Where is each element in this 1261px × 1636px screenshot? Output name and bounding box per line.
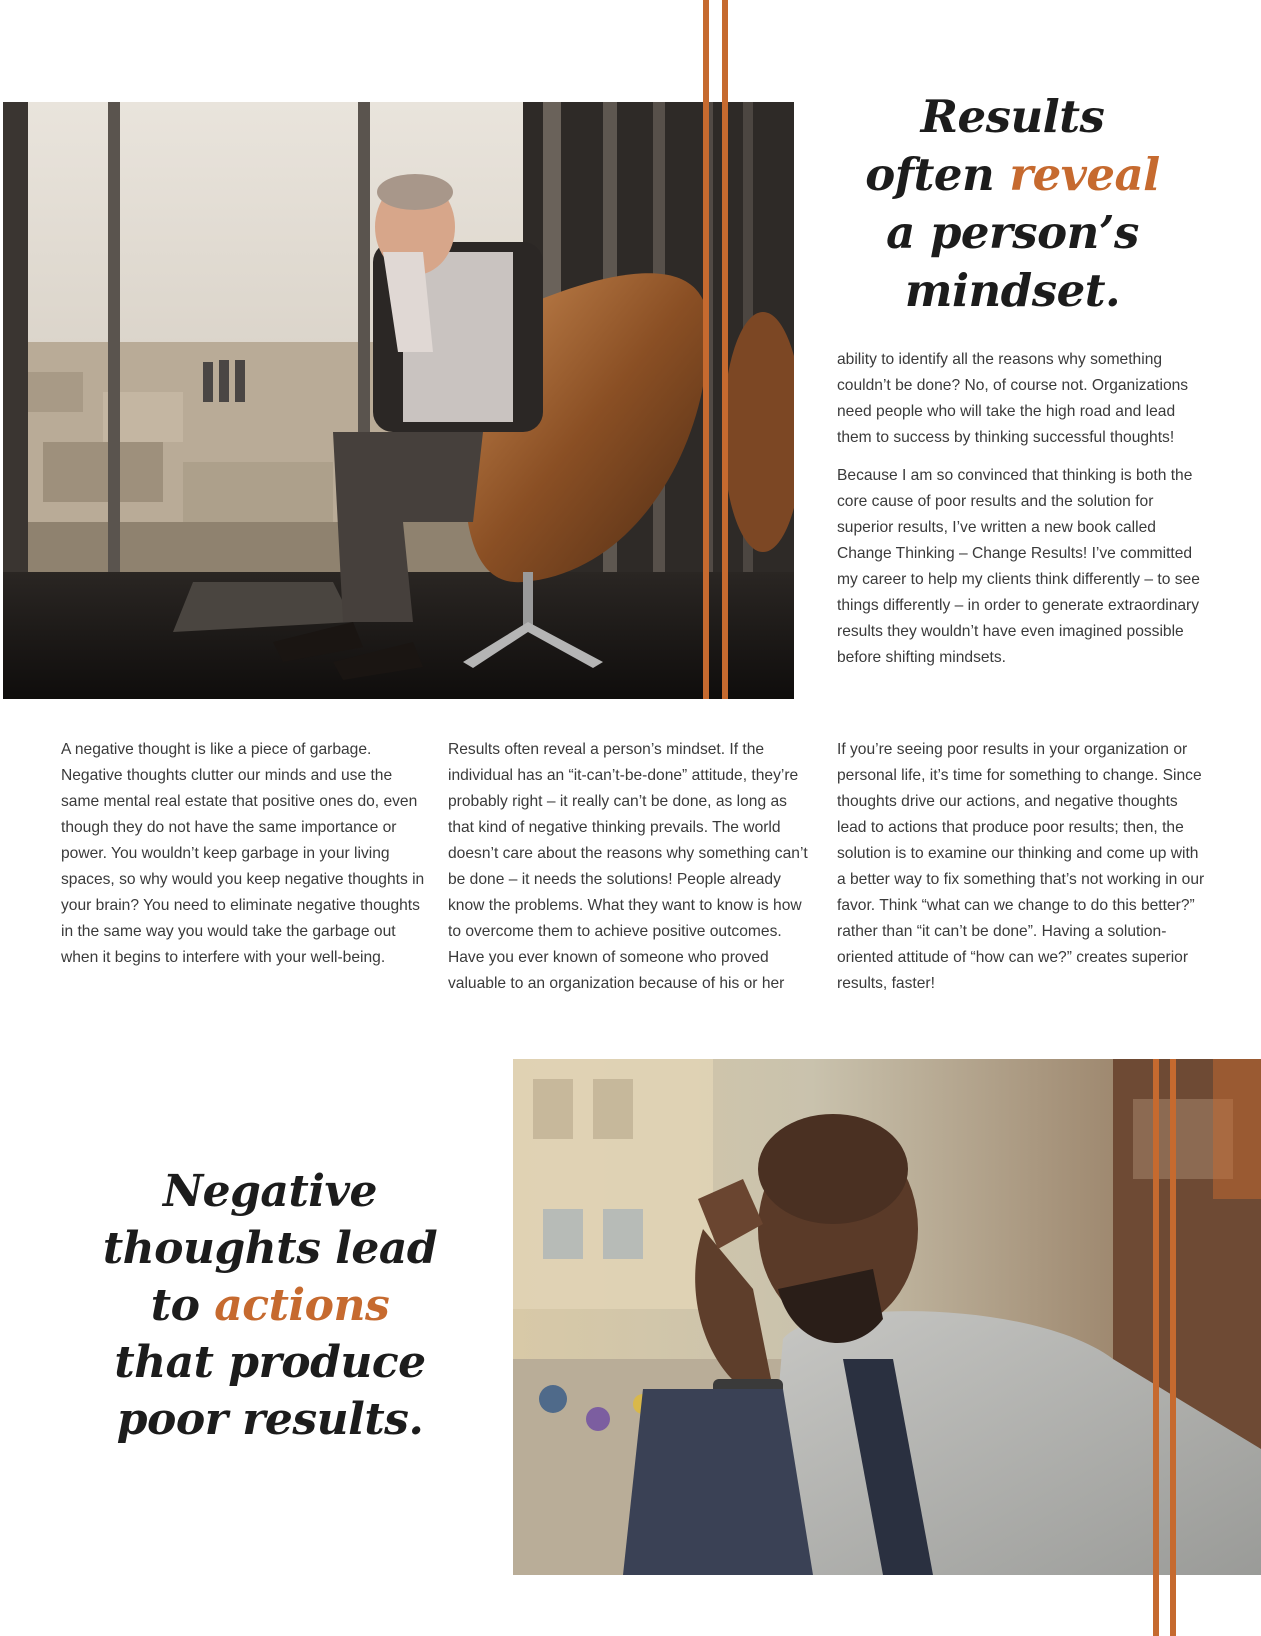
photo-stressed-man [513,1059,1261,1575]
pull-quote-line [100,1391,440,1448]
accent-stripe-bottom-right [1170,1059,1176,1636]
pull-quote-text: Results [920,90,1105,143]
pull-quote-line [100,1277,440,1334]
article-column-1 [61,737,429,983]
pull-quote-text: Negative [162,1166,378,1217]
body-paragraph: If you’re seeing poor results in your organization or personal life, it’s time for something to change. Since thoughts drive our actions, and negative thoughts lead to actions that produce poor results; then, the solution is to examine our thinking and come up with a better way to fix something that’s not working in our favor. Think “what can we change to do this better?” rather than “it can’t be done”. Having a solution-oriented attitude of “how can we?” creates superior results, faster! [837,741,1205,992]
photo-man-in-chair-image [3,102,794,699]
pull-quote-text: mindset. [904,264,1121,317]
pull-quote-results [840,88,1185,320]
pull-quote-line [840,262,1185,320]
pull-quote-line [100,1163,440,1220]
pull-quote-text: thoughts lead [102,1223,438,1274]
body-paragraph: Results often reveal a person’s mindset. If the individual has an “it-can’t-be-done” attitude, they’re probably right – it really can’t be done, as long as that kind of negative thinking prevails. The world doesn’t care about the reasons why something can’t be done – it needs the solutions! People already know the problems. What they want to know is how to overcome them to achieve positive outcomes. Have you ever known of someone who proved valuable to an organization because of his or her [448,741,808,992]
photo-man-in-chair [3,102,794,699]
accent-stripe-top-left [703,0,709,699]
pull-quote-text: that produce [114,1337,426,1388]
pull-quote-accent: reveal [1009,148,1160,201]
pull-quote-line [100,1334,440,1391]
accent-stripe-top-right [722,0,728,699]
pull-quote-text: poor results. [116,1394,424,1445]
body-paragraph: ability to identify all the reasons why something couldn’t be done? No, of course not. Organizations need people who will take the high road and lead them to success by thinking successful thoughts! [837,351,1189,446]
article-column-2 [448,737,816,1009]
pull-quote-text: a person’s [886,206,1139,259]
body-paragraph: Because I am so convinced that thinking is both the core cause of poor results and the solution for superior results, I’ve written a new book called Change Thinking – Change Results! I’ve committed my career to help my clients think differently – to see things differently – in order to generate extraordinary results they wouldn’t have even imagined possible before shifting mindsets. [837,467,1200,666]
pull-quote-line [840,146,1185,204]
pull-quote-text: to [150,1280,215,1331]
pull-quote-line [840,88,1185,146]
accent-stripe-bottom-left [1153,1059,1159,1636]
pull-quote-line [840,204,1185,262]
article-column-right-top [837,347,1209,683]
pull-quote-text: often [865,148,1010,201]
photo-stressed-man-image [513,1059,1261,1575]
body-paragraph: A negative thought is like a piece of garbage. Negative thoughts clutter our minds and use the same mental real estate that positive ones do, even though they do not have the same importance or power. You wouldn’t keep garbage in your living spaces, so why would you keep negative thoughts in your brain? You need to eliminate negative thoughts in the same way you would take the garbage out when it begins to interfere with your well-being. [61,741,425,966]
pull-quote-negative-thoughts [100,1163,440,1448]
pull-quote-line [100,1220,440,1277]
article-column-3 [837,737,1209,1009]
pull-quote-accent: actions [214,1280,390,1331]
